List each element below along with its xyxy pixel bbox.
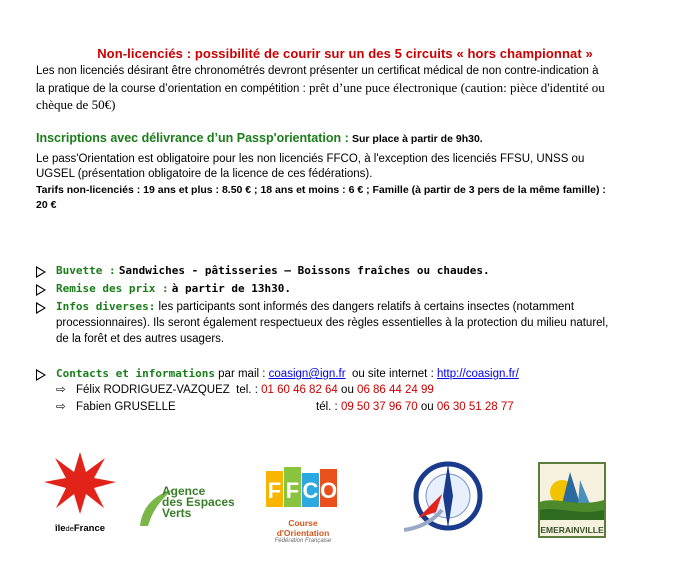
inscriptions-heading (36, 131, 670, 148)
prix-value: à partir de 13h30. (171, 282, 292, 295)
contact-tel-label: tel. : (236, 384, 258, 396)
right-arrow-icon: ⇨ (56, 401, 66, 413)
contact-name: Fabien GRUSELLE (76, 401, 176, 413)
buvette-label: Buvette : (56, 264, 116, 277)
tarifs-line-2: 20 € (36, 199, 57, 211)
emerainville-logo (538, 462, 606, 538)
intro-paragraph (36, 64, 670, 113)
contact-name-wrap (76, 399, 316, 415)
inscriptions-line-3: UGSEL (présentation obligatoire de la licence de ces fédérations). (36, 168, 373, 180)
contact-row-2 (56, 399, 514, 415)
intro-line-2 (36, 80, 670, 98)
right-arrow-icon: ⇨ (56, 384, 66, 396)
contacts-label: Contacts et informations (56, 367, 215, 380)
aev-line-2: des Espaces (162, 495, 235, 509)
ffco-text-2: Fédération Française (274, 538, 332, 544)
triangle-bullet-icon (36, 266, 46, 278)
contact-row-1 (56, 382, 434, 398)
svg-text:C: C (302, 478, 319, 503)
aev-line-1: Agence (162, 484, 206, 498)
infos-label: Infos diverses: (56, 300, 156, 313)
inscriptions-label: Inscriptions avec délivrance d’un Passp'orientation : (36, 131, 349, 145)
contact-phone-1: 01 60 46 82 64 (261, 384, 338, 396)
red-star-icon (42, 450, 118, 516)
svg-text:O: O (319, 478, 338, 503)
infos-line-3: de la forêt et des autres usagers. (56, 333, 225, 345)
intro-line-3: chèque de 50€) (36, 97, 116, 112)
ffco-text-1: Course d'Orientation (276, 518, 330, 538)
intro-line-2a: la pratique de la course d’orientation en compétition : (36, 82, 309, 95)
buvette-value: Sandwiches - pâtisseries – Boissons fraîches ou chaudes. (118, 264, 490, 277)
tarifs-line-1: Tarifs non-licenciés : 19 ans et plus : 8.50 € ; 18 ans et moins : 6 € ; Famille (à partir de 3 pers de la même famille) : (36, 183, 606, 196)
email-link[interactable]: coasign@ign.fr (268, 368, 346, 380)
contact-tel-label: tél. : (316, 401, 338, 413)
infos-line-2: processionnaires). Ils seront également respectueux des règles essentielles à la protection du milieu naturel, (56, 317, 609, 329)
landscape-icon (540, 464, 604, 520)
contact-phone-2: 06 86 44 24 99 (357, 384, 434, 396)
ffco-logo (262, 465, 344, 544)
infos-line-1: les participants sont informés des dangers relatifs à certains insectes (notamment (158, 301, 575, 313)
inscriptions-value: Sur place à partir de 9h30. (351, 133, 483, 145)
compass-icon (398, 458, 492, 538)
aev-text (162, 486, 235, 519)
idf-text-b: de (65, 524, 74, 533)
ile-de-france-logo (42, 450, 118, 532)
intro-line-1: Les non licenciés désirant être chronométrés devront présenter un certificat médical de non contre-indication à (36, 65, 599, 77)
triangle-bullet-icon (36, 369, 46, 381)
prix-label: Remise des prix : (56, 282, 169, 295)
contacts-site-label: ou site internet : (351, 368, 434, 380)
contact-or: ou (341, 384, 354, 396)
svg-text:F: F (267, 478, 282, 503)
emerainville-text: EMERAINVILLE (540, 525, 604, 535)
agence-espaces-verts-logo (136, 484, 236, 530)
inscriptions-line-2: Le pass'Orientation est obligatoire pour les non licenciés FFCO, à l'exception des licenciés FFSU, UNSS ou (36, 152, 585, 165)
contact-phone-1: 09 50 37 96 70 (340, 401, 418, 413)
aev-line-3: Verts (162, 506, 192, 520)
triangle-bullet-icon (36, 284, 46, 296)
ile-de-france-text (42, 523, 118, 534)
ligue-idf-co-logo (398, 458, 492, 538)
intro-line-2b: prêt d’une puce électronique (caution: pièce d'identité ou (308, 79, 605, 95)
ffco-letters-icon (262, 465, 344, 513)
svg-text:F: F (285, 478, 300, 503)
idf-text-a: île (54, 523, 66, 534)
triangle-bullet-icon (36, 302, 46, 314)
idf-text-c: France (73, 523, 106, 534)
contact-phone-2: 06 30 51 28 77 (436, 401, 514, 413)
non-licencies-title: Non-licenciés : possibilité de courir sur un des 5 circuits « hors championnat » (97, 46, 593, 61)
website-link[interactable]: http://coasign.fr/ (436, 368, 519, 380)
contact-name: Félix RODRIGUEZ-VAZQUEZ (76, 384, 230, 396)
contact-or: ou (420, 401, 434, 413)
inscriptions-section (36, 131, 670, 214)
contacts-by-mail: par mail : (218, 368, 266, 380)
